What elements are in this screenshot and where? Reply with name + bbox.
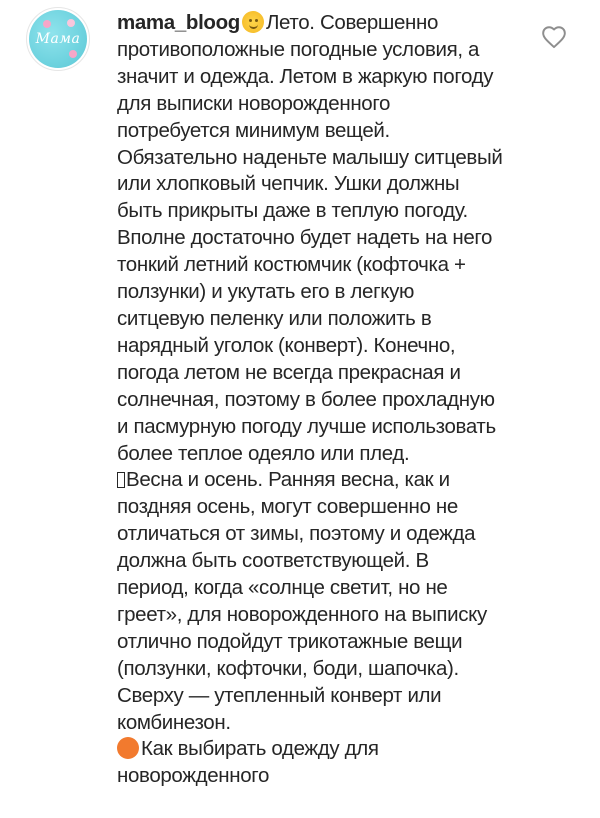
comment-line — [117, 736, 527, 763]
orange-circle-emoji-icon — [117, 737, 139, 759]
comment-text-line: тонкий летний костюмчик (кофточка + — [117, 253, 466, 277]
comment-text-line: Лето. Совершенно — [265, 11, 439, 34]
comment-text-line: нарядный уголок (конверт). Конечно, — [117, 333, 456, 357]
comment-text-line: погода летом не всегда прекрасная и — [117, 360, 461, 384]
comment-text-line: ползунки) и укутать его в легкую — [117, 280, 414, 304]
sun-face-emoji-icon — [242, 11, 264, 33]
comment-text-line: комбинезон. — [117, 710, 231, 734]
username[interactable]: mama_bloog — [117, 11, 240, 34]
comment-text-line: для выписки новорожденного — [117, 91, 391, 115]
missing-glyph-icon — [117, 472, 125, 488]
comment-text-line: потребуется минимум вещей. — [117, 118, 390, 142]
comment-text-line: (ползунки, кофточки, боди, шапочка). — [117, 656, 459, 680]
comment-text-line: Вполне достаточно будет надеть на него — [117, 226, 493, 250]
comment-text-line: быть прикрыты даже в теплую погоду. — [117, 199, 468, 223]
comment-text-line: солнечная, поэтому в более прохладную — [117, 387, 495, 411]
comment-text-line: ситцевую пеленку или положить в — [117, 306, 432, 330]
comment-text-line: поздняя осень, могут совершенно не — [117, 495, 458, 519]
comment-text-line: противоположные погодные условия, а — [117, 37, 480, 61]
comment-text-line: Весна и осень. Ранняя весна, как и — [126, 468, 450, 492]
comment-line — [117, 467, 527, 494]
comment-text-line: период, когда «солнце светит, но не — [117, 576, 448, 600]
comment-text-line: должна быть соответствующей. В — [117, 549, 429, 573]
comment-text-line: и пасмурную погоду лучше использовать — [117, 414, 496, 438]
avatar[interactable] — [26, 7, 90, 71]
comment-text-line: Сверху — утепленный конверт или — [117, 683, 442, 707]
comment-text-line: значит и одежда. Летом в жаркую погоду — [117, 64, 494, 88]
comment-text — [117, 10, 527, 790]
comment-text-line: Как выбирать одежду для — [141, 737, 379, 761]
comment-text-line: греет», для новорожденного на выписку — [117, 602, 487, 626]
comment-line — [117, 10, 527, 37]
comment-text-line: новорожденного — [117, 764, 270, 788]
comment-text-line: или хлопковый чепчик. Ушки должны — [117, 172, 460, 196]
comment-text-line: отличаться от зимы, поэтому и одежда — [117, 522, 476, 546]
heart-outline-icon[interactable] — [541, 25, 567, 49]
avatar-text: Мама — [35, 31, 81, 47]
comment-text-line: отлично подойдут трикотажные вещи — [117, 629, 463, 653]
comment-text-line: Обязательно наденьте малышу ситцевый — [117, 145, 503, 169]
avatar-logo-icon — [29, 10, 87, 68]
comment-text-line: более теплое одеяло или плед. — [117, 441, 410, 465]
